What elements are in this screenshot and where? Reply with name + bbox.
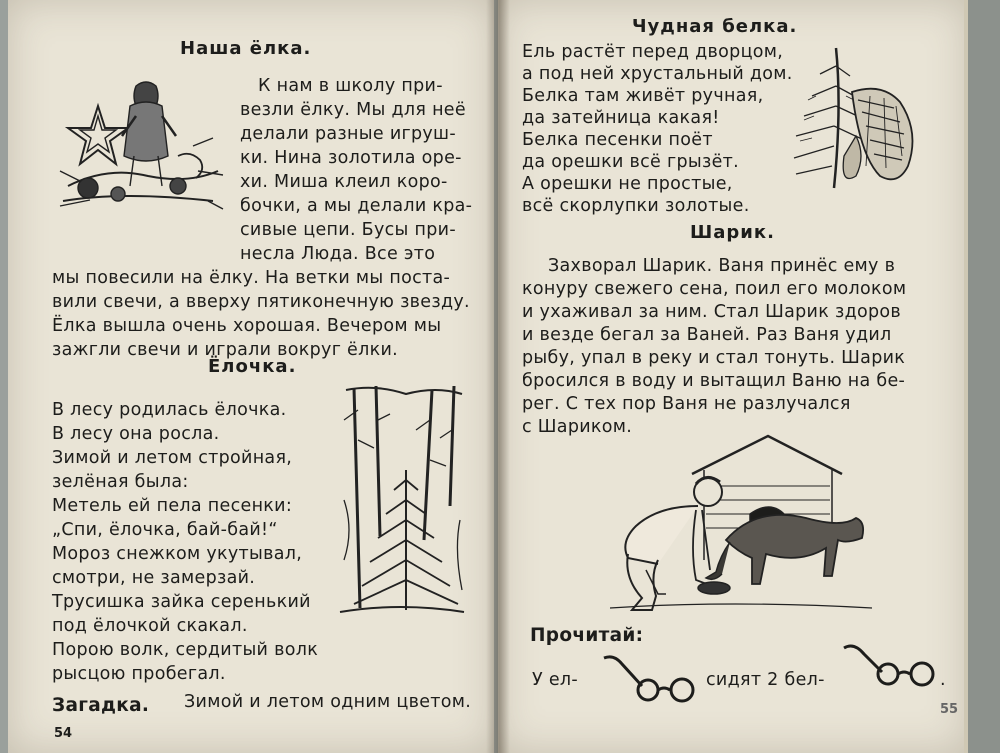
text-line: конуру свежего сена, поил его молоком [522,279,907,299]
rebus-text-part1: У ел- [532,670,578,690]
riddle-label: Загадка. [52,695,150,716]
story-title-sharik: Шарик. [690,222,775,243]
story-title-nasha-elka: Наша ёлка. [180,38,312,59]
poem-line: „Спи, ёлочка, бай-бай!“ [52,520,278,540]
text-line: мы повесили на ёлку. На ветки мы поста- [52,268,451,288]
poem-line: да затейница какая! [522,108,720,128]
rebus-end: . [940,670,946,690]
text-line: бросился в воду и вытащил Ваню на бе- [522,371,906,391]
poem-title-chudnaya-belka: Чудная белка. [632,16,798,37]
christmas-illustration [58,76,228,216]
pine-cone-illustration [786,46,922,192]
poem-line: В лесу она росла. [52,424,220,444]
book-gutter [486,0,510,753]
poem-line: зелёная была: [52,472,189,492]
poem-line: В лесу родилась ёлочка. [52,400,287,420]
poem-line: Метель ей пела песенки: [52,496,293,516]
poem-line: А орешки не простые, [522,174,733,194]
page-number-right: 55 [940,702,959,717]
forest-illustration [336,380,468,616]
poem-title-elochka: Ёлочка. [208,356,297,377]
text-line: ки. Нина золотила оре- [240,148,462,168]
poem-line: Зимой и летом стройная, [52,448,293,468]
poem-line: Трусишка зайка серенький [52,592,311,612]
poem-line: рысцою пробегал. [52,664,226,684]
text-line: и ухаживал за ним. Стал Шарик здоров [522,302,902,322]
poem-line: а под ней хрустальный дом. [522,64,793,84]
rebus-label: Прочитай: [530,625,644,646]
boy-and-dog-illustration [606,430,876,614]
text-line: несла Люда. Все это [240,244,436,264]
table-surface [968,0,1000,753]
text-line: сивые цепи. Бусы при- [240,220,456,240]
text-line: Захворал Шарик. Ваня принёс ему в [548,256,896,276]
glasses-icon [842,640,938,692]
poem-line: под ёлочкой скакал. [52,616,248,636]
text-line: вили свечи, а вверху пятиконечную звезду. [52,292,470,312]
text-line: К нам в школу при- [258,76,443,96]
text-line: хи. Миша клеил коро- [240,172,448,192]
text-line: рыбу, упал в реку и стал тонуть. Шарик [522,348,906,368]
text-line: делали разные игруш- [240,124,456,144]
text-line: бочки, а мы делали кра- [240,196,473,216]
page-number-left: 54 [54,726,73,741]
poem-line: Белка песенки поёт [522,130,713,150]
text-line: зажгли свечи и играли вокруг ёлки. [52,340,399,360]
text-line: Ёлка вышла очень хорошая. Вечером мы [52,316,442,336]
rebus-text-part2: сидят 2 бел- [706,670,825,690]
riddle-text: Зимой и летом одним цветом. [184,692,472,712]
text-line: с Шариком. [522,417,633,437]
poem-line: да орешки всё грызёт. [522,152,740,172]
poem-line: Порою волк, сердитый волк [52,640,319,660]
poem-line: Белка там живёт ручная, [522,86,764,106]
poem-line: Мороз снежком укутывал, [52,544,303,564]
text-line: рег. С тех пор Ваня не разлучался [522,394,851,414]
poem-line: смотри, не замерзай. [52,568,256,588]
text-line: везли ёлку. Мы для неё [240,100,466,120]
text-line: и везде бегал за Ваней. Раз Ваня удил [522,325,892,345]
glasses-icon [602,652,700,704]
poem-line: всё скорлупки золотые. [522,196,750,216]
poem-line: Ель растёт перед дворцом, [522,42,784,62]
